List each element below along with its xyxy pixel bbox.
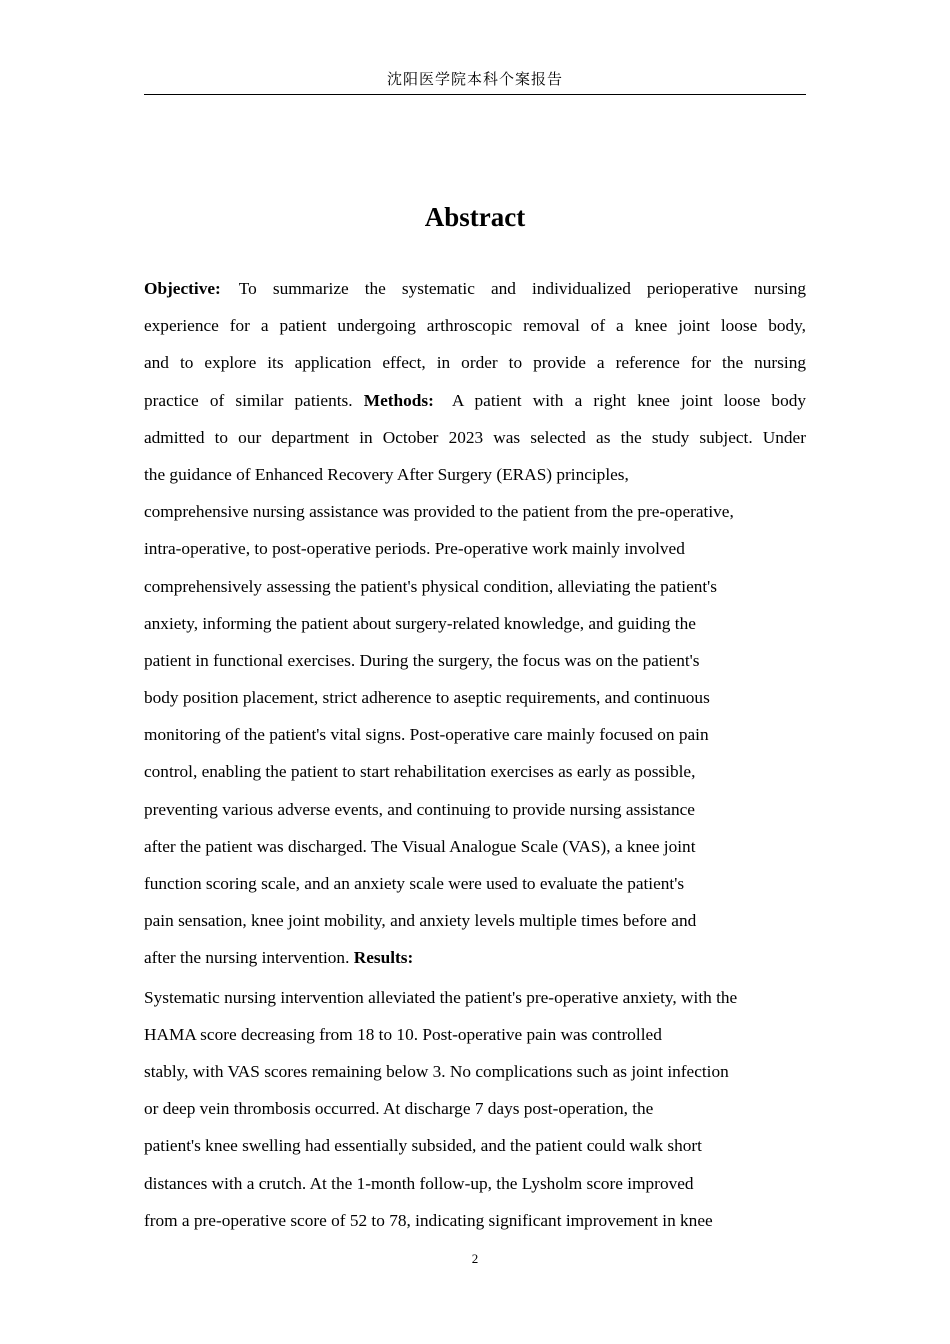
abstract-line: from a pre-operative score of 52 to 78, indicating significant improvement in knee xyxy=(144,1210,713,1230)
abstract-line: after the patient was discharged. The Visual Analogue Scale (VAS), a knee joint xyxy=(144,836,696,856)
abstract-line: control, enabling the patient to start rehabilitation exercises as early as possible, xyxy=(144,762,696,782)
abstract-line: after the nursing intervention. Results: xyxy=(144,948,414,968)
abstract-line: Systematic nursing intervention alleviated the patient's pre-operative anxiety, with the xyxy=(144,987,738,1007)
methods-label: Methods: xyxy=(363,390,434,410)
header-rule xyxy=(144,94,806,95)
abstract-line: pain sensation, knee joint mobility, and anxiety levels multiple times before and xyxy=(144,911,697,931)
page-number: 2 xyxy=(471,1251,479,1266)
abstract-line: monitoring of the patient's vital signs. Post-operative care mainly focused on pain xyxy=(144,725,709,745)
objective-label: Objective: xyxy=(144,279,221,298)
abstract-line: comprehensive nursing assistance was provided to the patient from the pre-operative, xyxy=(144,502,734,522)
abstract-line: patient's knee swelling had essentially subsided, and the patient could walk short xyxy=(144,1136,702,1156)
abstract-line: distances with a crutch. At the 1-month follow-up, the Lysholm score improved xyxy=(144,1173,694,1193)
abstract-line: and to explore its application effect, in order to provide a reference for the nursing xyxy=(144,353,806,373)
abstract-line: practice of similar patients. Methods: A patient with a right knee joint loose body xyxy=(144,390,806,410)
abstract-line: or deep vein thrombosis occurred. At discharge 7 days post-operation, the xyxy=(144,1099,654,1119)
abstract-line: preventing various adverse events, and continuing to provide nursing assistance xyxy=(144,799,695,819)
abstract-line: HAMA score decreasing from 18 to 10. Post-operative pain was controlled xyxy=(144,1024,662,1044)
abstract-line: body position placement, strict adherence to aseptic requirements, and continuous xyxy=(144,688,710,708)
abstract-body xyxy=(144,270,806,1239)
abstract-line: function scoring scale, and an anxiety scale were used to evaluate the patient's xyxy=(144,874,685,893)
abstract-line: comprehensively assessing the patient's physical condition, alleviating the patient's xyxy=(144,576,718,596)
abstract-line: stably, with VAS scores remaining below 3. No complications such as joint infection xyxy=(144,1061,729,1081)
abstract-line: patient in functional exercises. During the surgery, the focus was on the patient's xyxy=(144,650,700,670)
abstract-line: admitted to our department in October 2023 was selected as the study subject. Under xyxy=(144,427,806,447)
abstract-title: Abstract xyxy=(424,202,526,232)
abstract-line: anxiety, informing the patient about surgery-related knowledge, and guiding the xyxy=(144,613,696,633)
abstract-line: Objective: To summarize the systematic and individualized perioperative nursing xyxy=(144,279,806,298)
running-header: 沈阳医学院本科个案报告 xyxy=(386,70,563,88)
abstract-line: the guidance of Enhanced Recovery After Surgery (ERAS) principles, xyxy=(144,464,629,484)
results-label: Results: xyxy=(353,948,414,968)
abstract-line: intra-operative, to post-operative periods. Pre-operative work mainly involved xyxy=(144,539,685,559)
abstract-line: experience for a patient undergoing arthroscopic removal of a knee joint loose body, xyxy=(144,316,806,336)
